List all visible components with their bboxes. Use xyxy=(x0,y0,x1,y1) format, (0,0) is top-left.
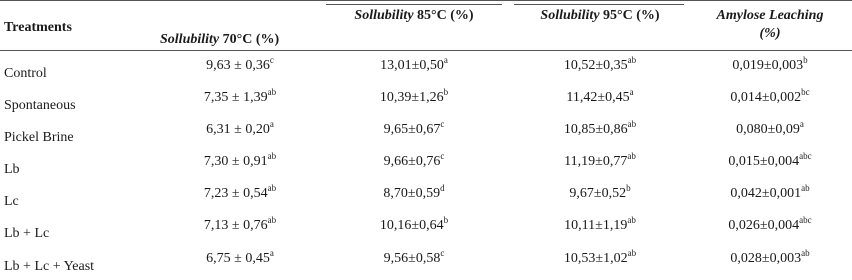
significance-letter: a xyxy=(269,119,274,129)
header-solubility-85 xyxy=(326,8,502,24)
header-amylose-line2: (%) xyxy=(759,26,781,41)
significance-letter: ab xyxy=(801,183,810,193)
significance-letter: a xyxy=(799,119,804,129)
value: 13,01±0,50 xyxy=(380,58,444,73)
value: 10,52±0,35 xyxy=(563,58,628,73)
cell-treatment: Lc xyxy=(4,194,19,209)
cell-amylose xyxy=(690,87,850,106)
value: 9,65±0,67 xyxy=(383,122,441,137)
significance-letter: c xyxy=(269,55,274,65)
value: 10,16±0,64 xyxy=(379,218,444,233)
significance-letter: abc xyxy=(799,215,812,225)
cell-solubility-70 xyxy=(150,55,330,74)
significance-letter: ab xyxy=(627,151,636,161)
top-rule-left xyxy=(0,0,852,1)
cell-treatment: Control xyxy=(4,66,47,81)
significance-letter: c xyxy=(440,151,445,161)
cell-solubility-70 xyxy=(150,119,330,138)
significance-letter: ab xyxy=(627,119,637,129)
value: 9,63 ± 0,36 xyxy=(206,58,270,73)
value: 7,35 ± 1,39 xyxy=(203,90,268,105)
header-solubility-85-italic: Sollubility xyxy=(354,8,414,23)
significance-letter: b xyxy=(803,55,808,65)
significance-letter: a xyxy=(629,87,634,97)
value: 10,39±1,26 xyxy=(379,90,444,105)
significance-letter: c xyxy=(440,248,445,258)
significance-letter: ab xyxy=(267,215,277,225)
significance-letter: bc xyxy=(801,87,810,97)
significance-letter: d xyxy=(440,183,445,193)
value: 0,026±0,004 xyxy=(728,218,800,233)
cell-solubility-95 xyxy=(514,183,686,202)
cell-solubility-70 xyxy=(150,248,330,267)
cell-solubility-70 xyxy=(150,151,330,170)
cell-amylose xyxy=(690,55,850,74)
header-solubility-70-unit: 70°C (%) xyxy=(219,32,280,47)
cell-solubility-70 xyxy=(150,215,330,234)
significance-letter: ab xyxy=(267,183,277,193)
value: 9,67±0,52 xyxy=(569,186,627,201)
cell-solubility-95 xyxy=(514,215,686,234)
cell-amylose xyxy=(690,183,850,202)
header-divider xyxy=(0,50,852,51)
value: 8,70±0,59 xyxy=(383,186,441,201)
header-solubility-85-unit: 85°C (%) xyxy=(413,8,474,23)
value: 11,19±0,77 xyxy=(564,154,628,169)
value: 6,31 ± 0,20 xyxy=(206,122,270,137)
significance-letter: b xyxy=(626,183,631,193)
value: 10,53±1,02 xyxy=(563,251,628,266)
cell-solubility-95 xyxy=(514,119,686,138)
cell-amylose xyxy=(690,151,850,170)
cell-solubility-85 xyxy=(326,183,502,202)
header-solubility-70-italic: Sollubility xyxy=(160,32,220,47)
cell-treatment: Spontaneous xyxy=(4,98,76,113)
value: 7,13 ± 0,76 xyxy=(203,218,268,233)
significance-letter: ab xyxy=(267,151,277,161)
value: 0,042±0,001 xyxy=(730,186,802,201)
cell-solubility-95 xyxy=(514,248,686,267)
significance-letter: ab xyxy=(627,215,636,225)
significance-letter: ab xyxy=(627,248,637,258)
cell-solubility-95 xyxy=(514,55,686,74)
cell-solubility-85 xyxy=(326,151,502,170)
significance-letter: a xyxy=(443,55,448,65)
value: 7,30 ± 0,91 xyxy=(203,154,268,169)
value: 0,014±0,002 xyxy=(730,90,802,105)
cell-solubility-85 xyxy=(326,55,502,74)
significance-letter: a xyxy=(269,248,274,258)
value: 10,85±0,86 xyxy=(563,122,628,137)
cell-treatment: Lb + Lc xyxy=(4,226,50,241)
value: 10,11±1,19 xyxy=(564,218,628,233)
value: 9,66±0,76 xyxy=(383,154,441,169)
value: 0,015±0,004 xyxy=(728,154,800,169)
significance-letter: c xyxy=(440,119,445,129)
header-solubility-70 xyxy=(160,32,279,48)
header-treatments: Treatments xyxy=(4,20,72,35)
cell-solubility-70 xyxy=(150,87,330,106)
header-solubility-95-unit: 95°C (%) xyxy=(599,8,660,23)
header-solubility-95-italic: Sollubility xyxy=(540,8,600,23)
cell-treatment: Pickel Brine xyxy=(4,130,74,145)
cell-treatment: Lb xyxy=(4,162,20,177)
value: 0,019±0,003 xyxy=(732,58,804,73)
cell-solubility-70 xyxy=(150,183,330,202)
cell-solubility-95 xyxy=(514,151,686,170)
top-rule-sol85 xyxy=(326,4,502,5)
cell-amylose xyxy=(690,119,850,138)
cell-solubility-85 xyxy=(326,215,502,234)
top-rule-sol95 xyxy=(514,4,684,5)
significance-letter: b xyxy=(443,87,449,97)
significance-letter: ab xyxy=(627,55,637,65)
significance-letter: b xyxy=(443,215,449,225)
significance-letter: abc xyxy=(799,151,812,161)
value: 6,75 ± 0,45 xyxy=(206,251,270,266)
value: 7,23 ± 0,54 xyxy=(203,186,268,201)
cell-solubility-85 xyxy=(326,87,502,106)
value: 0,080±0,09 xyxy=(736,122,800,137)
significance-letter: ab xyxy=(267,87,277,97)
significance-letter: ab xyxy=(801,248,810,258)
value: 9,56±0,58 xyxy=(383,251,441,266)
cell-amylose xyxy=(690,215,850,234)
cell-solubility-95 xyxy=(514,87,686,106)
header-amylose-line1: Amylose Leaching xyxy=(716,8,824,23)
cell-treatment: Lb + Lc + Yeast xyxy=(4,259,95,274)
header-solubility-95 xyxy=(514,8,686,24)
cell-solubility-85 xyxy=(326,119,502,138)
cell-solubility-85 xyxy=(326,248,502,267)
cell-amylose xyxy=(690,248,850,267)
value: 0,028±0,003 xyxy=(730,251,802,266)
value: 11,42±0,45 xyxy=(566,90,630,105)
